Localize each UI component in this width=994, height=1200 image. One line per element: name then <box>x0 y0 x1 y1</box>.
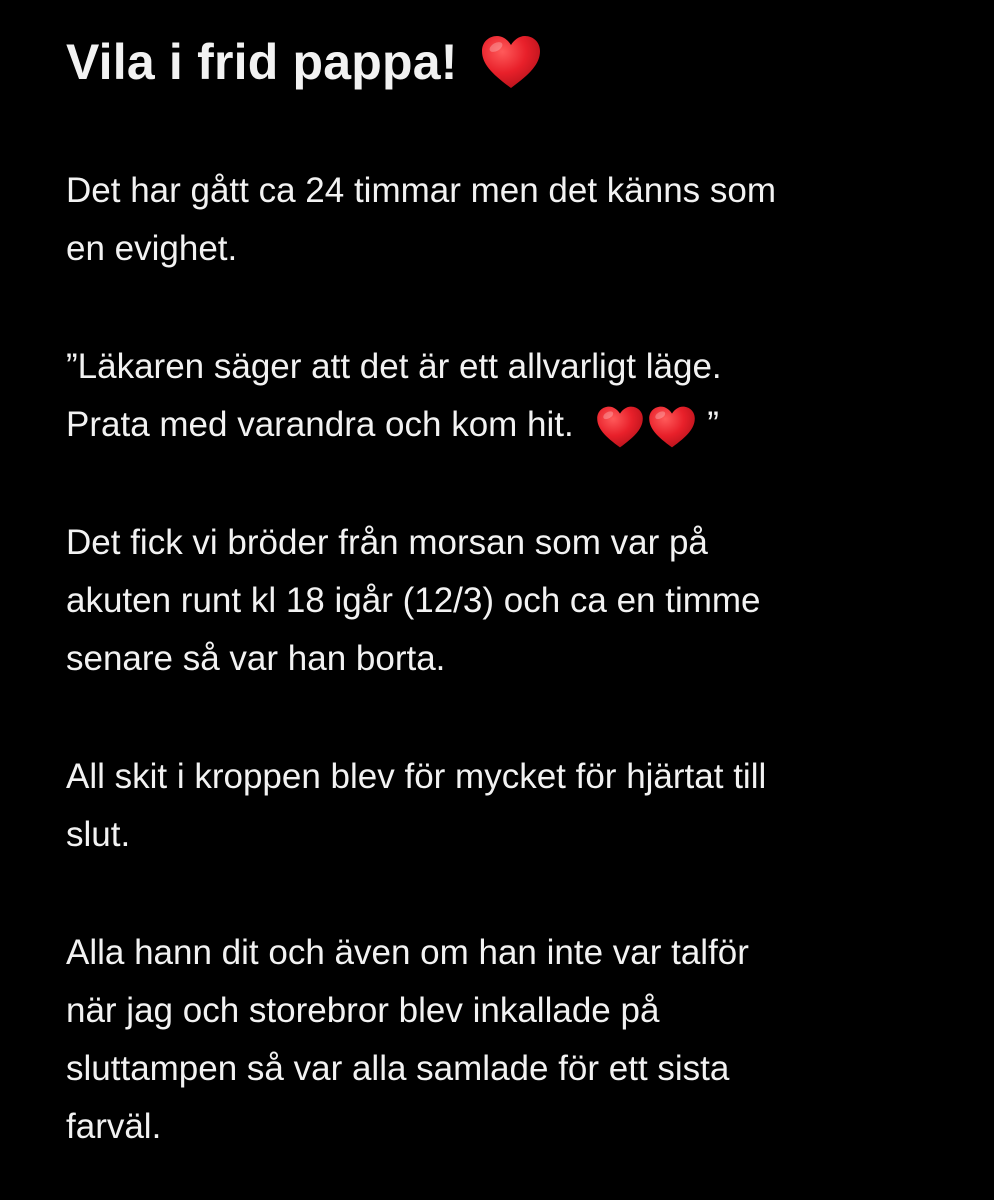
paragraph-3 <box>66 514 946 688</box>
note-content <box>66 22 946 1156</box>
paragraph-line: ”Läkaren säger att det är ett allvarligt läge. <box>66 347 722 386</box>
paragraph-line: Det fick vi bröder från morsan som var på <box>66 523 708 562</box>
paragraph-1 <box>66 162 946 278</box>
note-title <box>66 22 946 102</box>
note-title-text: Vila i frid pappa! <box>66 34 458 90</box>
red-heart-icon <box>647 405 697 449</box>
red-heart-icon <box>480 34 542 90</box>
paragraph-line: akuten runt kl 18 igår (12/3) och ca en timme <box>66 581 761 620</box>
paragraph-line-with-hearts <box>66 396 946 454</box>
paragraph-2 <box>66 338 946 454</box>
closing-quote: ” <box>707 405 719 444</box>
paragraph-5 <box>66 924 946 1156</box>
paragraph-line: senare så var han borta. <box>66 639 446 678</box>
paragraph-line: Det har gått ca 24 timmar men det känns som <box>66 171 777 210</box>
paragraph-line: slut. <box>66 815 131 854</box>
paragraph-line: Alla hann dit och även om han inte var talför <box>66 933 749 972</box>
paragraph-line-text: Prata med varandra och kom hit. <box>66 405 574 444</box>
red-heart-icon <box>595 405 645 449</box>
paragraph-4 <box>66 748 946 864</box>
paragraph-line: All skit i kroppen blev för mycket för hjärtat till <box>66 757 767 796</box>
paragraph-line: när jag och storebror blev inkallade på <box>66 991 660 1030</box>
paragraph-line: en evighet. <box>66 229 238 268</box>
paragraph-line: sluttampen så var alla samlade för ett sista <box>66 1049 730 1088</box>
paragraph-line: farväl. <box>66 1107 162 1146</box>
inline-hearts <box>595 405 697 449</box>
